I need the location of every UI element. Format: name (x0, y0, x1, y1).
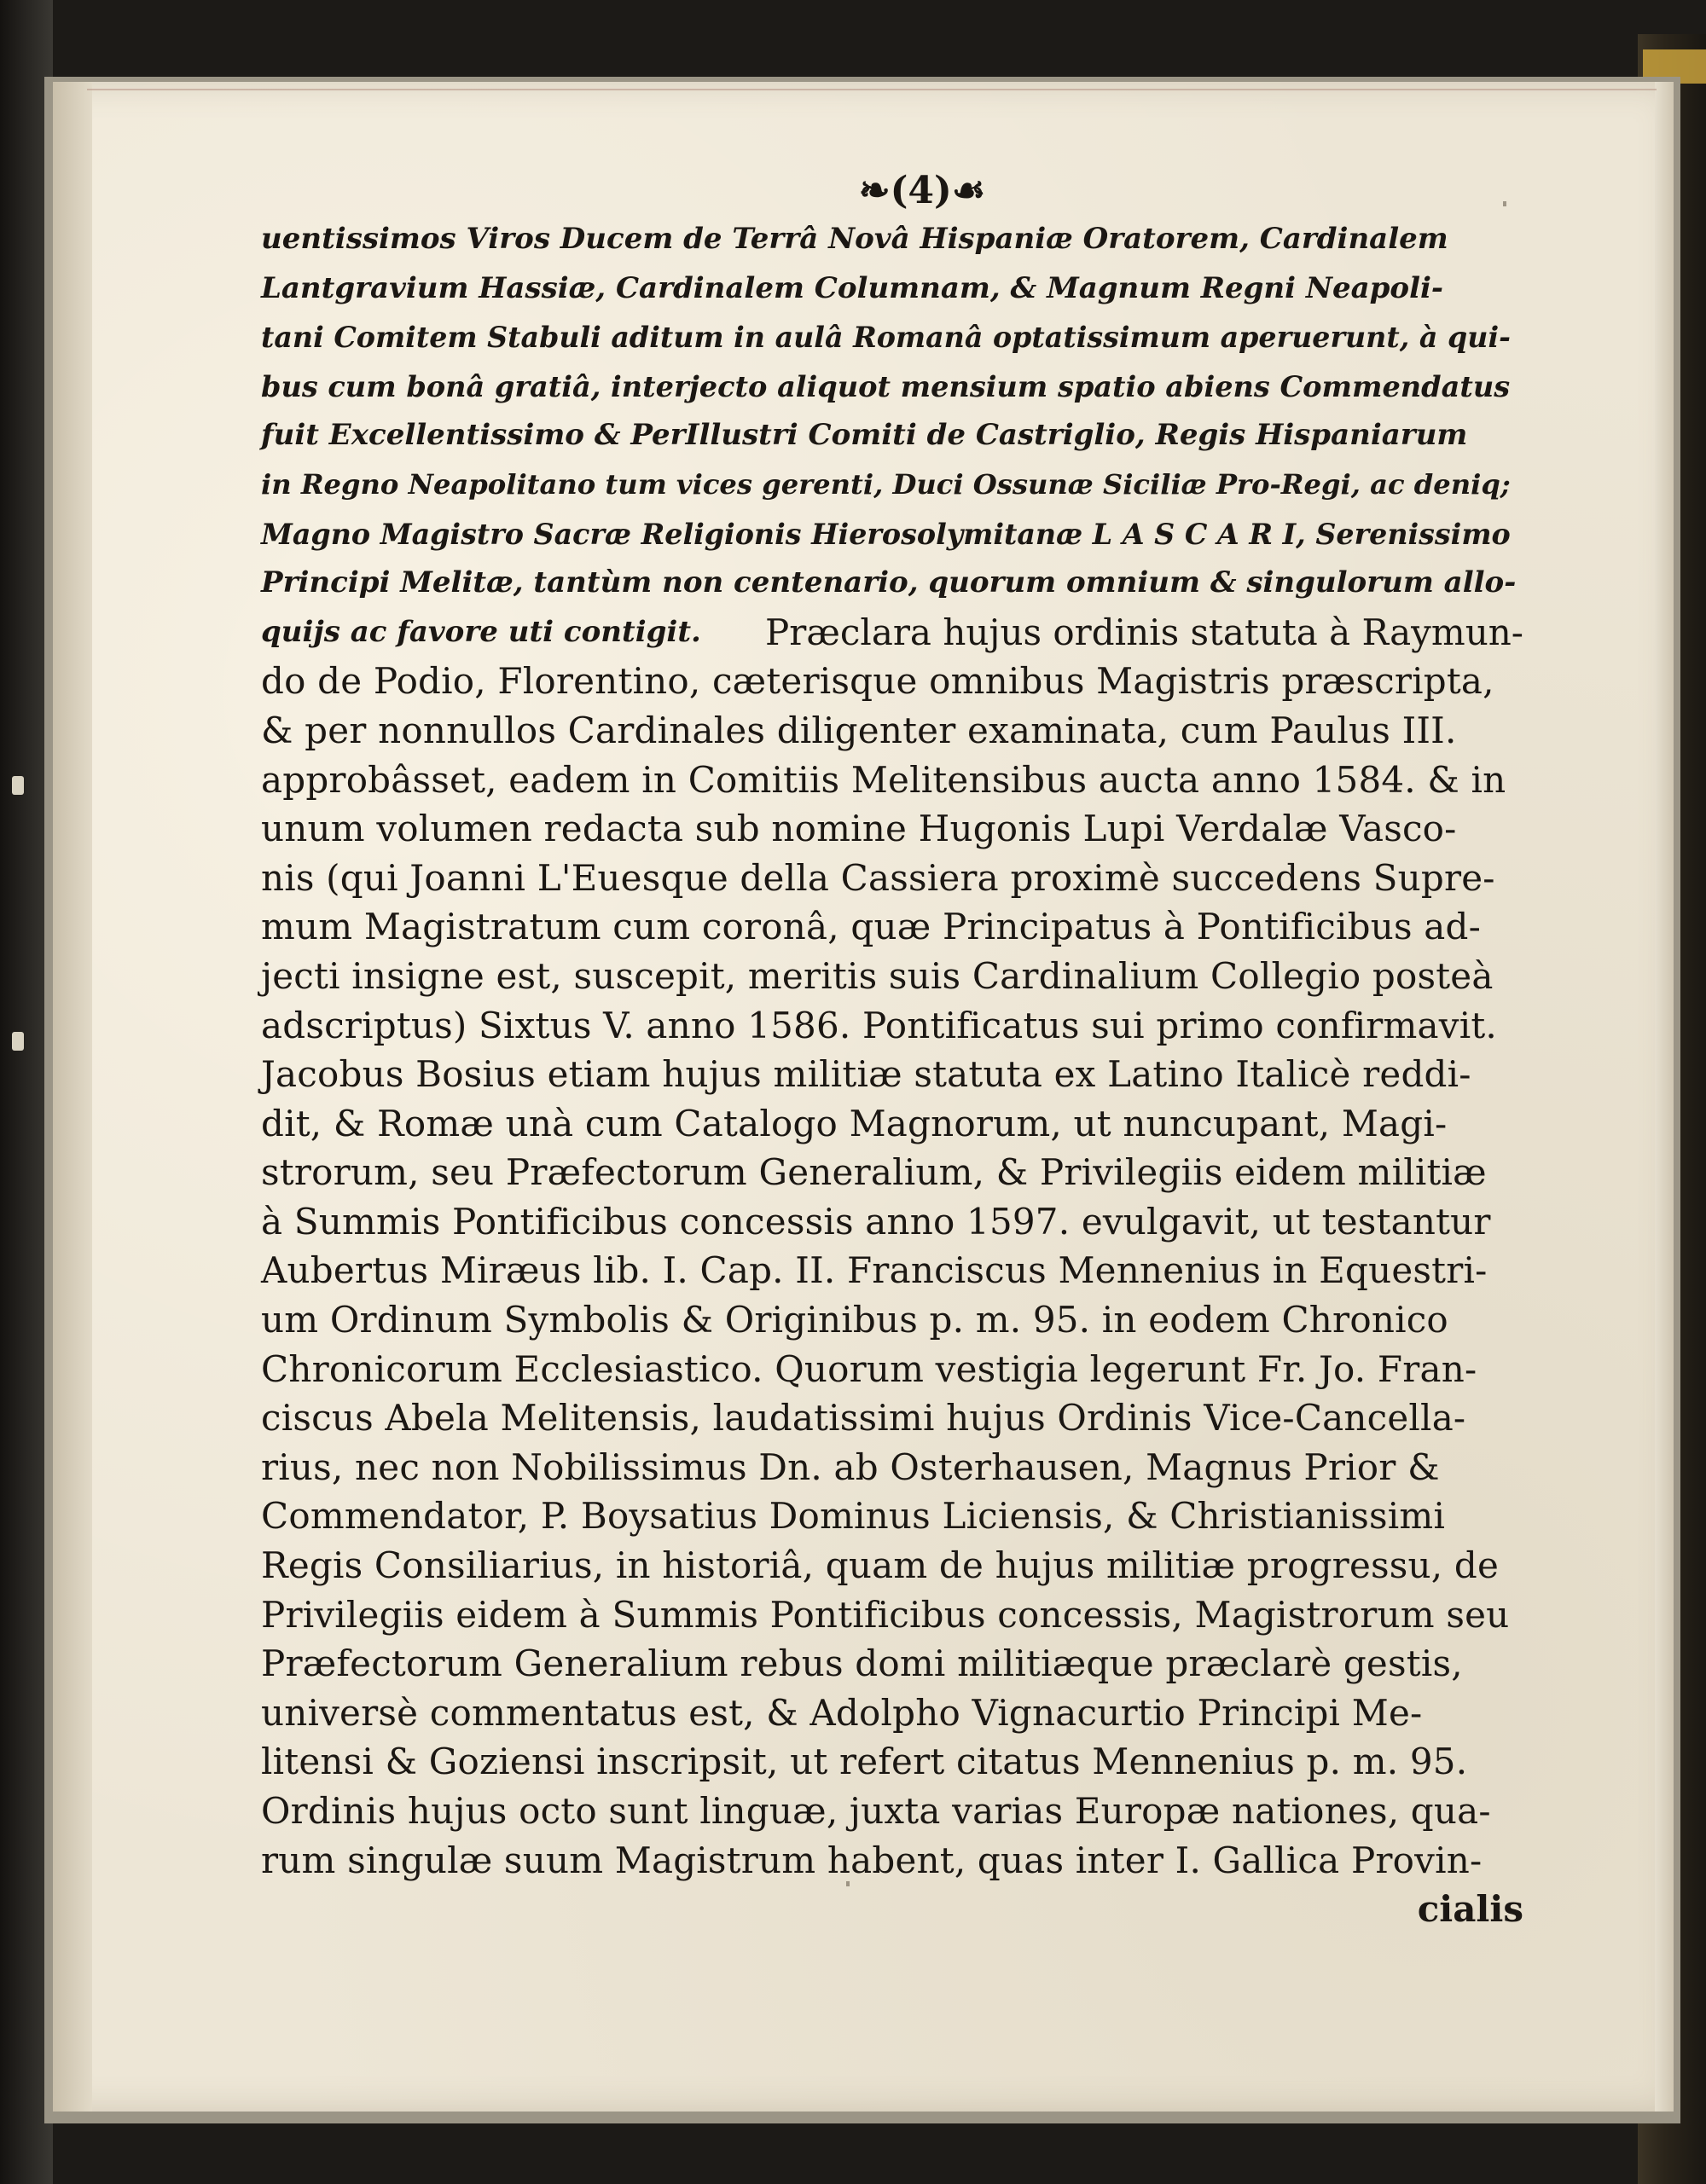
page-number-header (321, 167, 1523, 215)
spine-marker (12, 1032, 24, 1051)
spine-marker (12, 776, 24, 795)
mixed-line-roman: Præclara hujus ordinis statuta à Raymun- (765, 611, 1523, 653)
italic-line: uentissimos Viros Ducem de Terrâ Novâ Hispaniæ Oratorem, Cardinalem (261, 222, 1448, 256)
roman-line: à Summis Pontificibus concessis anno 1597. evulgavit, ut testantur (261, 1200, 1491, 1243)
page-top-rule (87, 89, 1657, 90)
roman-line: rius, nec non Nobilissimus Dn. ab Osterhausen, Magnus Prior & (261, 1445, 1440, 1488)
header-ornament-left: ❧ (858, 169, 891, 212)
roman-line: litensi & Goziensi inscripsit, ut refert citatus Mennenius p. m. 95. (261, 1741, 1468, 1783)
roman-line: Præfectorum Generalium rebus domi militiæque præclarè gestis, (261, 1642, 1463, 1685)
roman-line: Commendator, P. Boysatius Dominus Liciensis, & Christianissimi (261, 1495, 1446, 1538)
roman-line: Jacobus Bosius etiam hujus militiæ statuta ex Latino Italicè reddi- (261, 1053, 1471, 1096)
italic-line: bus cum bonâ gratiâ, interjecto aliquot mensium spatio abiens Commendatus (261, 369, 1511, 403)
mixed-line (261, 608, 1523, 658)
roman-line: & per nonnullos Cardinales diligenter examinata, cum Paulus III. (261, 709, 1457, 751)
roman-line: approbâsset, eadem in Comitiis Melitensibus aucta anno 1584. & in (261, 758, 1506, 801)
roman-line: universè commentatus est, & Adolpho Vignacurtio Principi Me- (261, 1691, 1423, 1734)
roman-line: unum volumen redacta sub nomine Hugonis Lupi Verdalæ Vasco- (261, 808, 1457, 850)
roman-line: ciscus Abela Melitensis, laudatissimi hujus Ordinis Vice-Cancella- (261, 1397, 1466, 1440)
page-number: (4) (890, 169, 952, 212)
roman-line: rum singulæ suum Magistrum habent, quas inter I. Gallica Provin- (261, 1839, 1483, 1881)
italic-line: in Regno Neapolitano tum vices gerenti, Duci Ossunæ Siciliæ Pro-Regi, ac deniq; (261, 467, 1511, 501)
catchword: cialis (1417, 1888, 1523, 1931)
roman-line: nis (qui Joanni L'Euesque della Cassiera proximè succedens Supre- (261, 856, 1495, 899)
italic-line: tani Comitem Stabuli aditum in aulâ Romanâ optatissimum aperuerunt, à qui- (261, 321, 1511, 355)
header-ornament-right: ☙ (951, 169, 986, 212)
roman-line: Chronicorum Ecclesiastico. Quorum vestigia legerunt Fr. Jo. Fran- (261, 1347, 1477, 1390)
roman-line: Regis Consiliarius, in historiâ, quam de hujus militiæ progressu, de (261, 1544, 1500, 1587)
page-text (261, 167, 1523, 1934)
roman-line: mum Magistratum cum coronâ, quæ Principatus à Pontificibus ad- (261, 906, 1481, 948)
italic-line: fuit Excellentissimo & PerIllustri Comiti de Castriglio, Regis Hispaniarum (261, 418, 1468, 453)
roman-line: Ordinis hujus octo sunt linguæ, juxta varias Europæ nationes, qua- (261, 1790, 1491, 1832)
roman-line: jecti insigne est, suscepit, meritis suis Cardinalium Collegio posteà (261, 954, 1494, 997)
mixed-line-italic: quijs ac favore uti contigit. (261, 614, 701, 649)
roman-line: um Ordinum Symbolis & Originibus p. m. 95. in eodem Chronico (261, 1299, 1448, 1341)
roman-line: adscriptus) Sixtus V. anno 1586. Pontificatus sui primo confirmavit. (261, 1004, 1497, 1046)
roman-line: Aubertus Miræus lib. I. Cap. II. Franciscus Mennenius in Equestri- (261, 1249, 1488, 1292)
italic-line: Lantgravium Hassiæ, Cardinalem Columnam, & Magnum Regni Neapoli- (261, 270, 1444, 305)
roman-line: Privilegiis eidem à Summis Pontificibus concessis, Magistrorum seu (261, 1593, 1510, 1636)
italic-line: Magno Magistro Sacræ Religionis Hierosolymitanæ L A S C A R I, Serenissimo (261, 517, 1511, 551)
roman-line: dit, & Romæ unà cum Catalogo Magnorum, ut nuncupant, Magi- (261, 1102, 1448, 1144)
page-gutter (53, 82, 92, 2112)
roman-line: do de Podio, Florentino, cæterisque omnibus Magistris præscripta, (261, 660, 1494, 703)
roman-line: strorum, seu Præfectorum Generalium, & Privilegiis eidem militiæ (261, 1151, 1487, 1194)
italic-line: Principi Melitæ, tantùm non centenario, quorum omnium & singulorum allo- (261, 565, 1517, 600)
page-fore-edge (1655, 82, 1674, 2112)
